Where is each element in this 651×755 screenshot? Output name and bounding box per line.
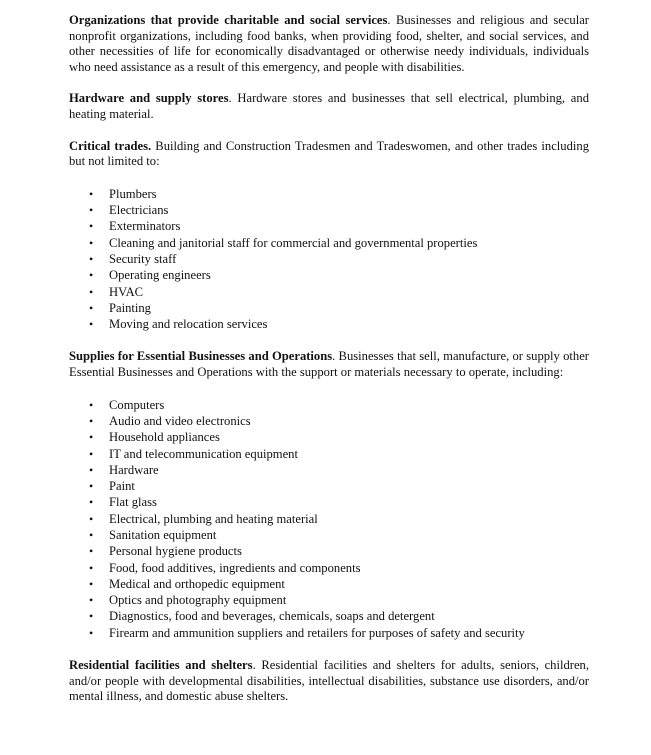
list-item-text: Painting	[109, 300, 151, 315]
list-item-text: Moving and relocation services	[109, 317, 268, 332]
list-item-text: Optics and photography equipment	[109, 593, 287, 608]
list-item	[69, 235, 589, 251]
bullet-icon: •	[89, 593, 94, 608]
bullet-icon: •	[89, 527, 94, 542]
bullet-icon: •	[89, 284, 94, 299]
list-item-text: Audio and video electronics	[109, 413, 251, 428]
list-item	[69, 478, 589, 494]
bullet-icon: •	[89, 413, 94, 428]
list-item	[69, 543, 589, 559]
bullet-icon: •	[89, 495, 94, 510]
list-item-text: Paint	[109, 479, 135, 494]
list-item-text: Diagnostics, food and beverages, chemicals, soaps and detergent	[109, 609, 435, 624]
paragraph-heading: Hardware and supply stores	[69, 91, 229, 106]
bullet-icon: •	[89, 609, 94, 624]
list-item	[69, 608, 589, 624]
bullet-icon: •	[89, 300, 94, 315]
list-item	[69, 316, 589, 332]
list-item-text: Electricians	[109, 203, 169, 218]
list-item-text: Household appliances	[109, 430, 220, 445]
list-item-text: Medical and orthopedic equipment	[109, 576, 285, 591]
list-item	[69, 462, 589, 478]
bullet-icon: •	[89, 625, 94, 640]
bullet-icon: •	[89, 251, 94, 266]
list-item-text: IT and telecommunication equipment	[109, 446, 298, 461]
list-item-text: Plumbers	[109, 186, 157, 201]
list-item-text: Exterminators	[109, 219, 181, 234]
list-item-text: HVAC	[109, 284, 144, 299]
list-item	[69, 284, 589, 300]
list-item	[69, 186, 589, 202]
bullet-icon: •	[89, 219, 94, 234]
paragraph-text: . Businesses that sell, manufacture, or supply other Essential Businesses and Operations with the support or materials necessary to operate, including:	[69, 349, 589, 380]
list-item-text: Cleaning and janitorial staff for commercial and governmental properties	[109, 235, 478, 250]
bullet-icon: •	[89, 268, 94, 283]
list-item	[69, 300, 589, 316]
paragraph-text: . Hardware stores and businesses that sell electrical, plumbing, and heating material.	[69, 91, 589, 121]
list-item	[69, 446, 589, 462]
paragraph-residential-facilities	[69, 658, 589, 705]
list-item-text: Food, food additives, ingredients and components	[109, 560, 361, 575]
bullet-icon: •	[89, 397, 94, 412]
list-item	[69, 511, 589, 527]
paragraph-text: Building and Construction Tradesmen and Tradeswomen, and other trades including but not limited to:	[69, 138, 589, 169]
list-item	[69, 397, 589, 413]
list-item-text: Flat glass	[109, 495, 157, 510]
list-item-text: Firearm and ammunition suppliers and retailers for purposes of safety and security	[109, 625, 525, 640]
bullet-icon: •	[89, 560, 94, 575]
paragraph-charitable-social-services	[69, 13, 589, 75]
list-item-text: Hardware	[109, 462, 159, 477]
paragraph-heading: Supplies for Essential Businesses and Operations	[69, 349, 333, 364]
bullet-icon: •	[89, 317, 94, 332]
paragraph-heading: Critical trades.	[69, 138, 152, 153]
bullet-icon: •	[89, 186, 94, 201]
list-item	[69, 527, 589, 543]
list-item	[69, 218, 589, 234]
list-item-text: Electrical, plumbing and heating material	[109, 511, 318, 526]
list-item	[69, 251, 589, 267]
list-item-text: Security staff	[109, 251, 177, 266]
paragraph-supplies-essential-businesses	[69, 349, 589, 380]
bullet-icon: •	[89, 430, 94, 445]
list-item	[69, 267, 589, 283]
document-page	[69, 13, 589, 705]
list-item	[69, 560, 589, 576]
supplies-list	[69, 397, 589, 641]
paragraph-heading: Organizations that provide charitable and social services	[69, 13, 388, 27]
paragraph-text: . Businesses and religious and secular nonprofit organizations, including food banks, when providing food, shelter, and social services, and other necessities of life for economically disadvantaged or otherwise needy individuals, individuals who need assistance as a result of this emergency, and people with disabilities.	[69, 13, 589, 74]
paragraph-hardware-supply-stores	[69, 91, 589, 122]
list-item	[69, 592, 589, 608]
bullet-icon: •	[89, 544, 94, 559]
bullet-icon: •	[89, 511, 94, 526]
paragraph-critical-trades	[69, 139, 589, 170]
critical-trades-list	[69, 186, 589, 333]
list-item	[69, 429, 589, 445]
list-item-text: Sanitation equipment	[109, 527, 217, 542]
bullet-icon: •	[89, 235, 94, 250]
list-item	[69, 494, 589, 510]
list-item-text: Personal hygiene products	[109, 544, 242, 559]
list-item	[69, 576, 589, 592]
paragraph-text: . Residential facilities and shelters for adults, seniors, children, and/or people with developmental disabilities, intellectual disabilities, substance use disorders, and/or mental illness, and domestic abuse shelters.	[69, 658, 589, 704]
list-item-text: Operating engineers	[109, 268, 211, 283]
bullet-icon: •	[89, 576, 94, 591]
bullet-icon: •	[89, 446, 94, 461]
list-item	[69, 413, 589, 429]
bullet-icon: •	[89, 203, 94, 218]
list-item	[69, 202, 589, 218]
list-item-text: Computers	[109, 397, 165, 412]
list-item	[69, 625, 589, 641]
bullet-icon: •	[89, 462, 94, 477]
paragraph-heading: Residential facilities and shelters	[69, 658, 253, 673]
bullet-icon: •	[89, 479, 94, 494]
